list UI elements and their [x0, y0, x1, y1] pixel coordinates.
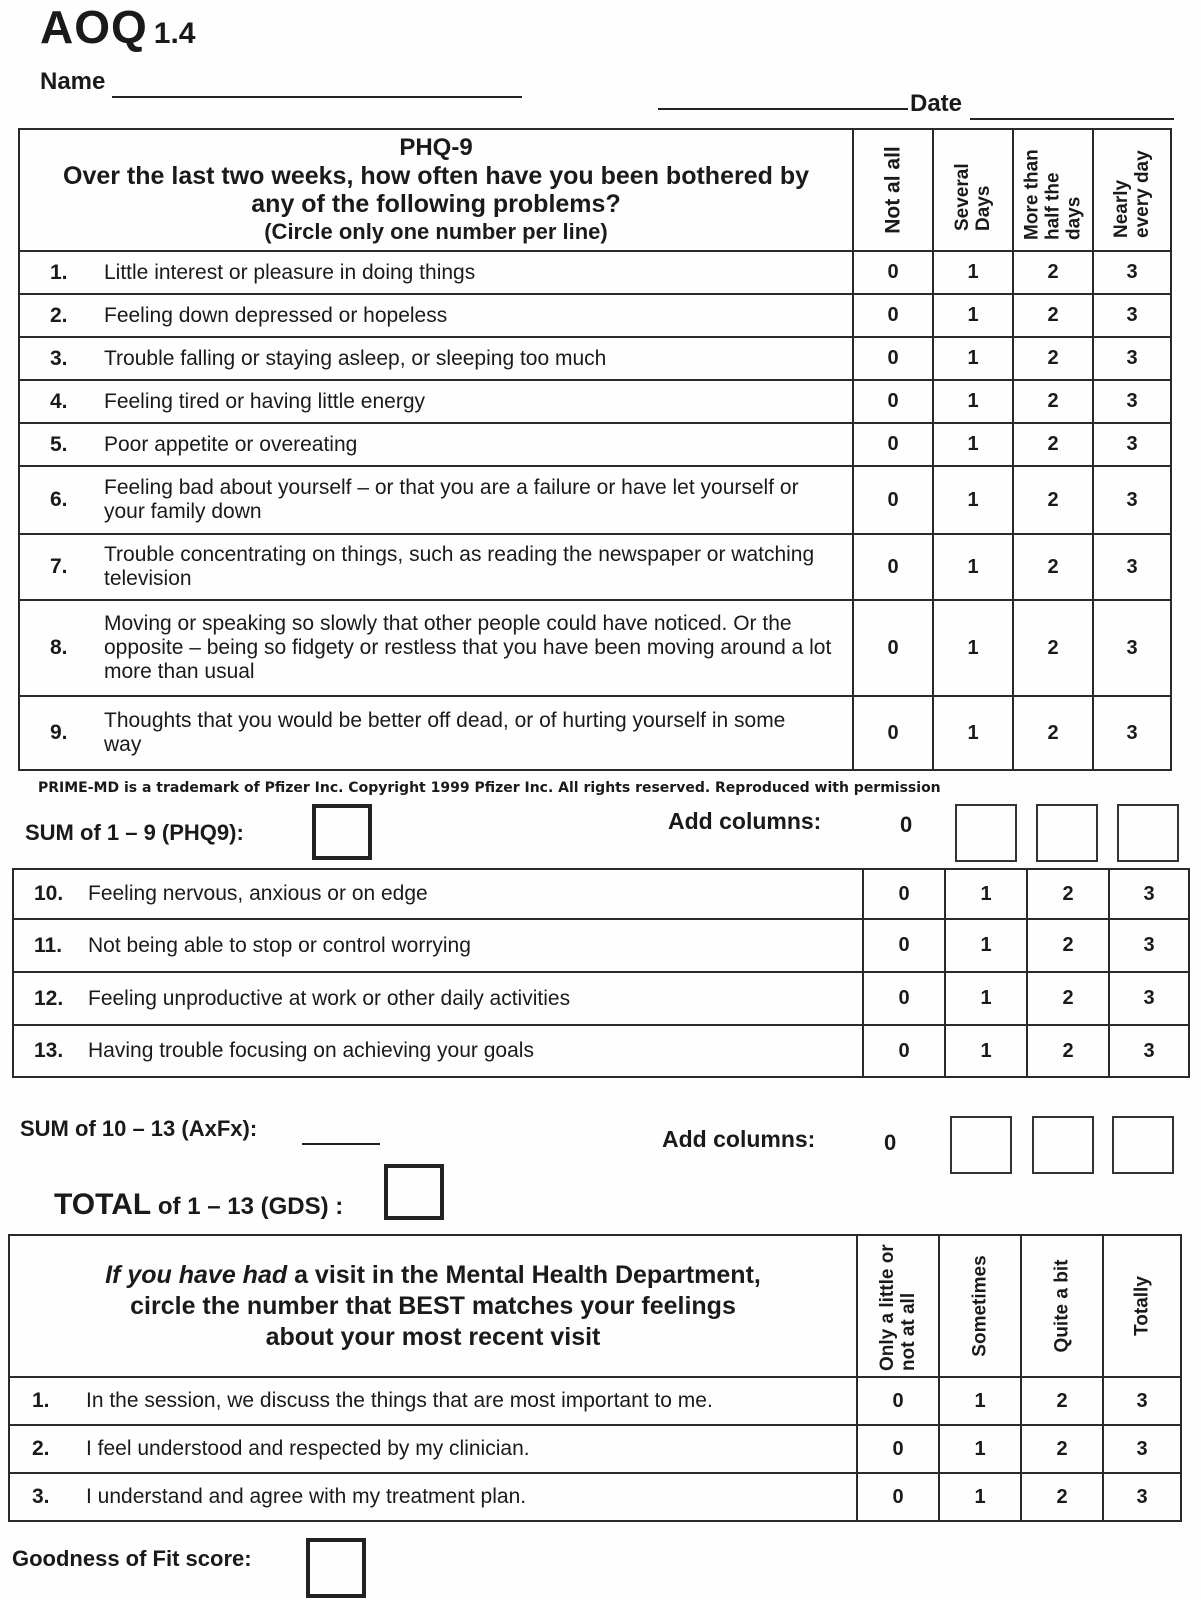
phq9-col-label: Not al all — [881, 146, 905, 234]
table-row — [19, 600, 1171, 696]
table-row — [13, 869, 1189, 919]
question-text: Little interest or pleasure in doing things — [104, 260, 476, 284]
table-row — [19, 337, 1171, 380]
phq9-sum-box[interactable] — [312, 804, 372, 860]
phq9-col-header — [933, 129, 1013, 251]
question-number: 10. — [34, 882, 64, 905]
option-1[interactable]: 1 — [945, 919, 1027, 972]
option-0[interactable]: 0 — [853, 600, 933, 696]
question-cell — [19, 251, 853, 294]
option-2[interactable]: 2 — [1021, 1473, 1103, 1521]
question-cell — [9, 1473, 857, 1521]
phq9-heading: PHQ-9 — [399, 134, 473, 161]
option-3[interactable]: 3 — [1093, 380, 1171, 423]
question-text: Having trouble focusing on achieving your goals — [88, 1039, 534, 1062]
question-number: 8. — [50, 636, 68, 659]
question-text: Not being able to stop or control worrying — [88, 933, 471, 957]
question-cell — [19, 294, 853, 337]
total-label-big: TOTAL — [54, 1188, 152, 1221]
date-label: Date — [910, 90, 963, 117]
option-0[interactable]: 0 — [853, 423, 933, 466]
option-1[interactable]: 1 — [933, 534, 1013, 600]
option-0[interactable]: 0 — [857, 1425, 939, 1473]
question-text: Trouble concentrating on things, such as reading the newspaper or watching television — [104, 543, 815, 590]
visit-col-header — [939, 1235, 1021, 1377]
question-cell — [13, 869, 863, 919]
option-0[interactable]: 0 — [853, 251, 933, 294]
visit-col-label: Totally — [1131, 1276, 1153, 1336]
option-3[interactable]: 3 — [1093, 534, 1171, 600]
option-0[interactable]: 0 — [853, 294, 933, 337]
total-label — [54, 1188, 343, 1222]
table-row — [19, 423, 1171, 466]
table-row — [19, 696, 1171, 770]
anxiety-sum-field[interactable] — [302, 1143, 380, 1145]
question-number: 6. — [50, 488, 68, 511]
question-number: 3. — [32, 1485, 50, 1508]
question-text: In the session, we discuss the things that are most important to me. — [86, 1389, 713, 1412]
question-cell — [13, 1025, 863, 1077]
question-text: Thoughts that you would be better off dead, or of hurting yourself in some way — [104, 709, 786, 756]
form-title-text: AOQ — [40, 1, 148, 53]
question-number: 1. — [32, 1389, 50, 1412]
phq9-question-line2: any of the following problems? — [251, 190, 621, 218]
question-text: Feeling tired or having little energy — [104, 389, 426, 413]
table-row — [13, 972, 1189, 1025]
option-1[interactable]: 1 — [939, 1425, 1021, 1473]
visit-question-line3: about your most recent visit — [265, 1322, 601, 1351]
question-text: Feeling nervous, anxious or on edge — [88, 882, 428, 905]
visit-question-line1-rest: a visit in the Mental Health Department, — [294, 1260, 761, 1289]
option-2[interactable]: 2 — [1013, 696, 1093, 770]
question-cell — [19, 696, 853, 770]
question-cell — [13, 919, 863, 972]
option-2[interactable]: 2 — [1013, 423, 1093, 466]
option-1[interactable]: 1 — [939, 1377, 1021, 1425]
option-3[interactable]: 3 — [1093, 696, 1171, 770]
option-3[interactable]: 3 — [1093, 423, 1171, 466]
question-text: Poor appetite or overeating — [104, 432, 358, 456]
option-3[interactable]: 3 — [1109, 1025, 1189, 1077]
option-1[interactable]: 1 — [933, 600, 1013, 696]
phq9-col1-total-box[interactable] — [955, 804, 1017, 862]
anxiety-col1-total-box[interactable] — [950, 1116, 1012, 1174]
visit-col-header — [857, 1235, 939, 1377]
option-0[interactable]: 0 — [853, 466, 933, 534]
option-1[interactable]: 1 — [945, 972, 1027, 1025]
anxiety-col3-total-box[interactable] — [1112, 1116, 1174, 1174]
visit-question-cell — [9, 1235, 857, 1377]
question-text: I feel understood and respected by my clinician. — [86, 1437, 530, 1460]
option-0[interactable]: 0 — [857, 1473, 939, 1521]
visit-question-italic: If you have had — [105, 1260, 288, 1289]
option-0[interactable]: 0 — [863, 869, 945, 919]
option-2[interactable]: 2 — [1013, 466, 1093, 534]
option-1[interactable]: 1 — [933, 423, 1013, 466]
question-number: 11. — [34, 933, 63, 957]
option-2[interactable]: 2 — [1027, 919, 1109, 972]
table-row — [19, 294, 1171, 337]
option-3[interactable]: 3 — [1103, 1377, 1181, 1425]
visit-col-label: Sometimes — [969, 1255, 991, 1357]
option-1[interactable]: 1 — [933, 251, 1013, 294]
phq9-col-header — [1013, 129, 1093, 251]
option-0[interactable]: 0 — [853, 380, 933, 423]
form-title — [40, 0, 196, 54]
visit-col-header — [1103, 1235, 1181, 1377]
table-row — [19, 380, 1171, 423]
option-3[interactable]: 3 — [1093, 294, 1171, 337]
date-field[interactable] — [970, 118, 1174, 120]
option-2[interactable]: 2 — [1013, 600, 1093, 696]
question-number: 3. — [50, 346, 68, 370]
option-3[interactable]: 3 — [1093, 600, 1171, 696]
visit-col-header — [1021, 1235, 1103, 1377]
question-number: 2. — [50, 303, 68, 327]
phq9-col-label: Nearly every day — [1111, 150, 1153, 238]
phq9-question-cell — [19, 129, 853, 251]
table-row — [13, 1025, 1189, 1077]
option-2[interactable]: 2 — [1027, 869, 1109, 919]
option-1[interactable]: 1 — [933, 380, 1013, 423]
question-cell — [9, 1377, 857, 1425]
copyright-notice: PRIME-MD is a trademark of Pfizer Inc. Copyright 1999 Pfizer Inc. All rights reserved. Reproduced with permission — [38, 780, 941, 796]
option-0[interactable]: 0 — [857, 1377, 939, 1425]
table-row — [9, 1473, 1181, 1521]
goodness-of-fit-box[interactable] — [306, 1538, 366, 1598]
visit-col-label: Only a little or not at all — [877, 1244, 919, 1371]
date-prefix-line — [658, 108, 908, 110]
option-2[interactable]: 2 — [1027, 972, 1109, 1025]
question-cell — [19, 466, 853, 534]
anxiety-table — [12, 868, 1190, 1078]
visit-question-line1 — [10, 1260, 856, 1291]
option-1[interactable]: 1 — [933, 337, 1013, 380]
phq9-question-line1: Over the last two weeks, how often have you been bothered by — [63, 162, 809, 190]
question-cell — [13, 972, 863, 1025]
question-number: 13. — [34, 1039, 64, 1062]
option-2[interactable]: 2 — [1027, 1025, 1109, 1077]
phq9-instruction: (Circle only one number per line) — [264, 219, 608, 244]
option-0[interactable]: 0 — [863, 972, 945, 1025]
question-cell — [19, 380, 853, 423]
option-3[interactable]: 3 — [1109, 869, 1189, 919]
table-row — [19, 251, 1171, 294]
question-text: Trouble falling or staying asleep, or sleeping too much — [104, 346, 607, 370]
question-text: I understand and agree with my treatment plan. — [86, 1485, 527, 1508]
question-text: Feeling bad about yourself – or that you are a failure or have let yourself or your family down — [104, 476, 799, 523]
total-label-rest: of 1 – 13 (GDS) : — [157, 1193, 344, 1220]
option-2[interactable]: 2 — [1013, 380, 1093, 423]
question-cell — [19, 600, 853, 696]
option-3[interactable]: 3 — [1093, 251, 1171, 294]
question-number: 7. — [50, 555, 68, 578]
option-2[interactable]: 2 — [1013, 294, 1093, 337]
option-1[interactable]: 1 — [933, 466, 1013, 534]
phq9-col-label: Several Days — [952, 163, 994, 231]
option-0[interactable]: 0 — [853, 696, 933, 770]
option-3[interactable]: 3 — [1109, 919, 1189, 972]
option-0[interactable]: 0 — [853, 337, 933, 380]
option-1[interactable]: 1 — [945, 1025, 1027, 1077]
anxiety-sum-label: SUM of 10 – 13 (AxFx): — [20, 1116, 258, 1141]
table-row — [9, 1377, 1181, 1425]
option-3[interactable]: 3 — [1109, 972, 1189, 1025]
form-version: 1.4 — [153, 17, 196, 50]
option-3[interactable]: 3 — [1103, 1425, 1181, 1473]
phq9-col2-total-box[interactable] — [1036, 804, 1098, 862]
question-cell — [19, 423, 853, 466]
option-3[interactable]: 3 — [1103, 1473, 1181, 1521]
phq9-col-header — [1093, 129, 1171, 251]
question-text: Moving or speaking so slowly that other people could have noticed. Or the opposite – being so fidgety or restless that you have been moving around a lot more than usual — [104, 612, 832, 683]
table-row — [9, 1425, 1181, 1473]
option-1[interactable]: 1 — [945, 869, 1027, 919]
question-text: Feeling unproductive at work or other daily activities — [88, 986, 571, 1010]
option-2[interactable]: 2 — [1021, 1425, 1103, 1473]
phq9-add-columns-label: Add columns: — [668, 808, 822, 834]
option-1[interactable]: 1 — [933, 696, 1013, 770]
anxiety-col2-total-box[interactable] — [1032, 1116, 1094, 1174]
option-3[interactable]: 3 — [1093, 337, 1171, 380]
option-2[interactable]: 2 — [1021, 1377, 1103, 1425]
question-cell — [19, 337, 853, 380]
phq9-sum-label: SUM of 1 – 9 (PHQ9): — [25, 820, 244, 845]
question-number: 5. — [50, 432, 68, 456]
option-0[interactable]: 0 — [863, 1025, 945, 1077]
goodness-of-fit-label: Goodness of Fit score: — [12, 1546, 252, 1571]
table-row — [19, 534, 1171, 600]
question-cell — [19, 534, 853, 600]
visit-col-label: Quite a bit — [1051, 1259, 1073, 1353]
phq9-col-header — [853, 129, 933, 251]
option-2[interactable]: 2 — [1013, 337, 1093, 380]
option-2[interactable]: 2 — [1013, 534, 1093, 600]
name-label: Name — [40, 68, 106, 95]
anxiety-add-columns-label: Add columns: — [662, 1126, 816, 1152]
question-number: 1. — [50, 260, 68, 284]
question-number: 12. — [34, 986, 64, 1010]
phq9-header-row — [19, 129, 1171, 251]
phq9-col-label: More than half the days — [1021, 149, 1085, 240]
name-field[interactable] — [112, 96, 522, 98]
visit-table — [8, 1234, 1182, 1522]
table-row — [13, 919, 1189, 972]
phq9-add-columns-zero: 0 — [900, 812, 913, 837]
phq9-col3-total-box[interactable] — [1117, 804, 1179, 862]
option-1[interactable]: 1 — [933, 294, 1013, 337]
question-text: Feeling down depressed or hopeless — [104, 303, 448, 327]
anxiety-add-columns-zero: 0 — [884, 1130, 897, 1155]
option-0[interactable]: 0 — [863, 919, 945, 972]
table-row — [19, 466, 1171, 534]
option-3[interactable]: 3 — [1093, 466, 1171, 534]
phq9-table — [18, 128, 1172, 771]
question-number: 4. — [50, 389, 68, 413]
question-cell — [9, 1425, 857, 1473]
option-0[interactable]: 0 — [853, 534, 933, 600]
question-number: 9. — [50, 721, 68, 744]
total-gds-box[interactable] — [384, 1164, 444, 1220]
option-2[interactable]: 2 — [1013, 251, 1093, 294]
option-1[interactable]: 1 — [939, 1473, 1021, 1521]
visit-header-row — [9, 1235, 1181, 1377]
question-number: 2. — [32, 1437, 50, 1460]
visit-question-line2: circle the number that BEST matches your feelings — [130, 1291, 736, 1320]
